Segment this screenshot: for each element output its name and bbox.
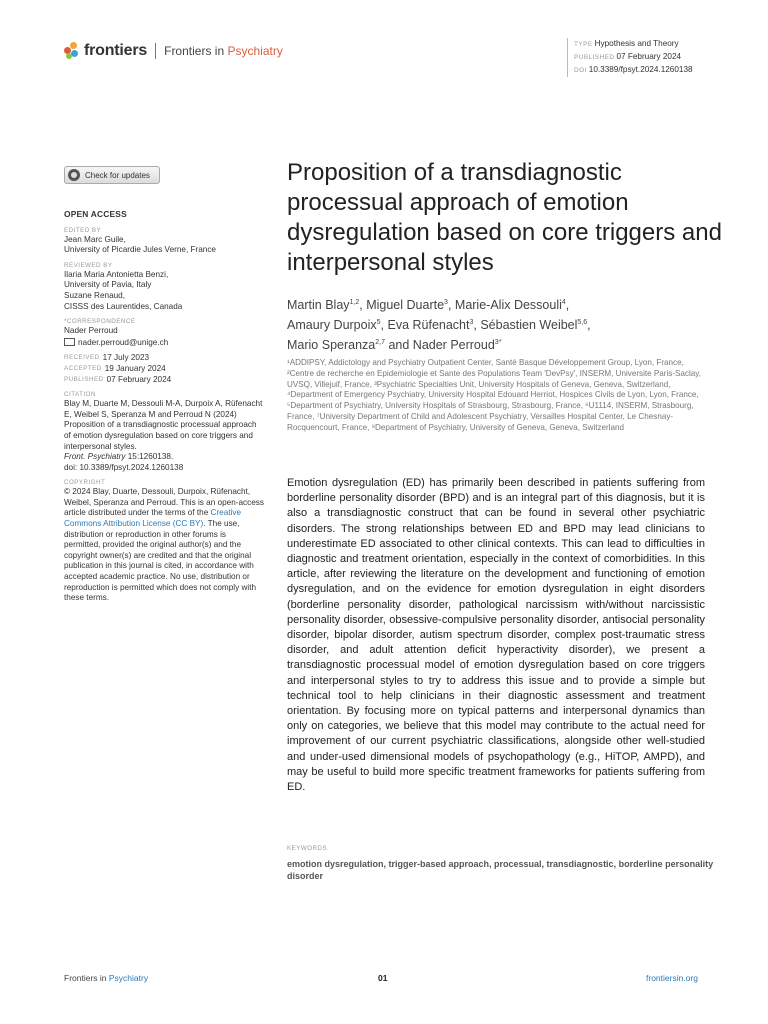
author[interactable]: Marie-Alix Dessouli$^4$ [454, 298, 566, 313]
edited-by: EDITED BY Jean Marc Guile, University of Picardie Jules Verne, France [64, 226, 216, 255]
sidebar [64, 209, 264, 609]
header-divider [155, 43, 156, 59]
correspondence: *CORRESPONDENCE Nader Perroud nader.perroud@unige.ch [64, 318, 169, 347]
author[interactable]: Nader Perroud$^{3*}$ [412, 338, 502, 353]
article-meta: TYPE Hypothesis and Theory PUBLISHED 07 February 2024 DOI 10.3389/fpsyt.2024.1260138 [567, 38, 693, 77]
brand-name: frontiers [84, 42, 148, 59]
copyright: COPYRIGHT © 2024 Blay, Duarte, Dessouli, Durpoix, Rüfenacht, Weibel, Speranza and Perroud. This is an open-access article distributed under the terms of the Creative Commons Attribution License (CC BY). The use, distribution or reproduction in other forums is permitted, provided the original author(s) and the copyright owner(s) are credited and that the original publication in this journal is cited, in accordance with accepted academic practice. No use, distribution or reproduction is permitted which does not comply with these terms. [64, 479, 264, 603]
keywords-text: emotion dysregulation, trigger-based approach, processual, transdiagnostic, borderline personality disorder [287, 859, 714, 881]
page-number: 01 [378, 973, 388, 983]
article-type: Hypothesis and Theory [594, 39, 679, 48]
correspondence-email[interactable]: nader.perroud@unige.ch [78, 337, 169, 347]
author[interactable]: Eva Rüfenacht$^3$ [387, 318, 474, 333]
author[interactable]: Martin Blay$^{1,2}$ [287, 298, 360, 313]
footer-site-link[interactable]: frontiersin.org [646, 973, 698, 983]
check-for-updates-button[interactable] [64, 166, 160, 184]
refresh-icon [68, 169, 80, 181]
reviewed-by: REVIEWED BY Ilaria Maria Antonietta Benzi, University of Pavia, Italy Suzane Renaud, CISSS des Laurentides, Canada [64, 261, 183, 311]
sidebar-published-date: 07 February 2024 [106, 374, 172, 384]
frontiers-logo-icon [64, 42, 80, 60]
article-title: Proposition of a transdiagnostic processual approach of emotion dysregulation based on core triggers and interpersonal styles [287, 159, 722, 276]
citation: CITATION Blay M, Duarte M, Dessouli M-A, Durpoix A, Rüfenacht E, Weibel S, Speranza M and Perroud N (2024) Proposition of a transdiagnostic processual approach of emotion dysregulation based on core triggers and interpersonal styles. Front. Psychiatry 15:1260138. doi: 10.3389/fpsyt.2024.1260138 [64, 391, 263, 472]
author-list: Martin Blay$^{1,2}$, Miguel Duarte$^3$, Marie-Alix Dessouli$^4$, Amaury Durpoix$^5$, Eva Rüfenacht$^3$, Sébastien Weibel$^{5,6}$, Mario Speranza$^{2,7}$ and Nader Perroud$^{3*}$ [287, 298, 591, 353]
accepted-date: 19 January 2024 [104, 363, 166, 373]
mail-icon [64, 338, 75, 346]
published-date: 07 February 2024 [616, 52, 682, 61]
open-access-label: OPEN ACCESS [64, 209, 127, 219]
dates: RECEIVED 17 July 2023 ACCEPTED 19 January 2024 PUBLISHED 07 February 2024 [64, 353, 172, 384]
check-for-updates-label: Check for updates [85, 170, 150, 180]
journal-title: Frontiers in Psychiatry [164, 44, 283, 58]
keywords-label: KEYWORDS [287, 845, 328, 852]
author[interactable]: Mario Speranza$^{2,7}$ [287, 338, 385, 353]
author[interactable]: Miguel Duarte$^3$ [366, 298, 448, 313]
abstract: Emotion dysregulation (ED) has primarily been described in patients suffering from borderline personality disorder (BPD) and is an integral part of this diagnosis, but it is also a transdiagnostic construct that can be found in several other psychiatric disorders. The strong relationships between ED and BPD may lead clinicians to underestimate ED associated to other clinical contexts. This can lead to difficulties in diagnostic and treatment orientation, especially in the context of comorbidities. In this article, after reviewing the literature on the development and functioning of emotion dysregulation, and on the evidence for emotion dysregulation in eight disorders (borderline personality disorder, pathological narcissism with/without narcissistic personality disorder, obsessive-compulsive personality disorder, antisocial personality disorder, bipolar disorder, autism spectrum disorder, complex post-traumatic stress disorder, and adult attention deficit hyperactivity disorder), we present a transdiagnostic processual model of emotion dysregulation based on core triggers and interpersonal styles to try to address this issue and to provide a simple but technical tool to help clinicians in their diagnostic assessment and treatment orientation. By focusing more on typical patterns and interpersonal dynamics than only on categories, we believe that this model may contribute to the actual need for improvement of our current psychiatric classifications, alongside other well-studied and under-used dimensional models of psychopathology (e.g., HiTOP, AMPD), and may be useful to build more specific treatment frameworks for patients suffering from ED. [287, 477, 705, 794]
cc-by-license-link[interactable]: Creative Commons Attribution License (CC BY) [64, 508, 242, 529]
received-date: 17 July 2023 [102, 353, 150, 363]
author[interactable]: Amaury Durpoix$^5$ [287, 318, 381, 333]
keywords [287, 845, 717, 882]
footer-journal: Frontiers in Psychiatry [64, 973, 149, 983]
doi[interactable]: 10.3389/fpsyt.2024.1260138 [588, 65, 693, 74]
author[interactable]: Sébastien Weibel$^{5,6}$ [480, 318, 588, 333]
affiliations: ¹ADDIPSY, Addictology and Psychiatry Outpatient Center, Santé Basque Développement Group, Lyon, France, ²Centre de recherche en Epidemiologie et Sante des Populations Team 'DevPsy', INSERM, Universite Paris-Saclay, UVSQ, Villejuif, France, ³Psychiatric Specialties Unit, University Hospitals of Geneva, Geneva, Switzerland, ⁴Department of Emergency Psychiatry, University Hospital Edouard Herriot, Hospices Civils de Lyon, Lyon, France, ⁵Department of Psychiatry, University Hospitals of Strasbourg, Strasbourg, France, ⁶U1114, INSERM, Strasbourg, France, ⁷University Department of Child and Adolescent Psychiatry, Versailles Hospital Center, Le Chesnay-Rocquencourt, France, ⁸Department of Psychiatry, University of Geneva, Geneva, Switzerland [287, 358, 701, 432]
frontiers-logo[interactable] [64, 42, 283, 60]
